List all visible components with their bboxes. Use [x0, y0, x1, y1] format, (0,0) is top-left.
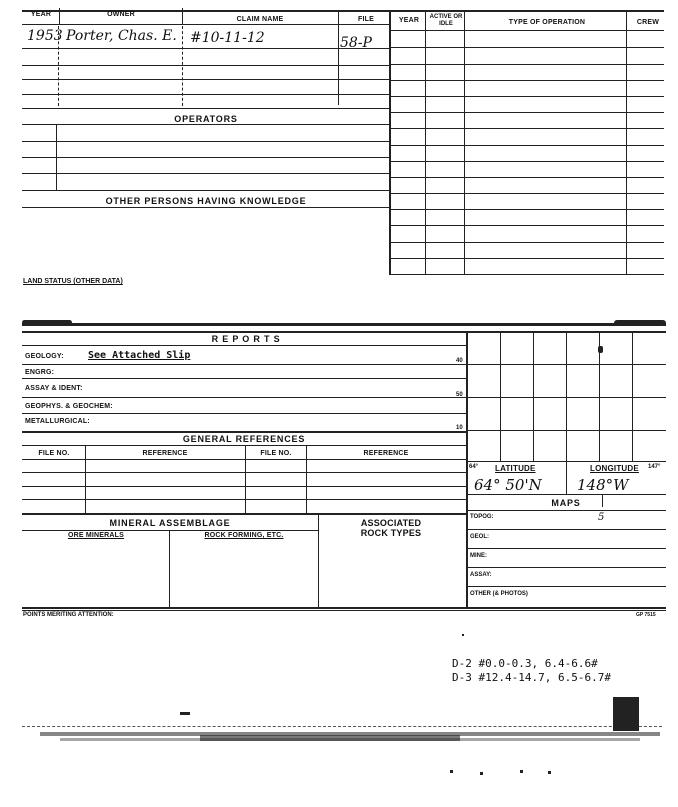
- metallurgical-label: METALLURGICAL:: [25, 418, 90, 425]
- header-crew: CREW: [636, 19, 660, 26]
- operators-title: OPERATORS: [174, 114, 238, 124]
- ref-header-file-no-1: FILE NO.: [38, 450, 70, 457]
- lat-corner: 64°: [469, 464, 479, 470]
- side-number-2: 50: [456, 392, 463, 398]
- other-persons-title: OTHER PERSONS HAVING KNOWLEDGE: [105, 196, 307, 206]
- engrg-label: ENGRG:: [25, 369, 55, 376]
- header-year: YEAR: [30, 11, 52, 18]
- ref-header-reference-1: REFERENCE: [142, 450, 188, 457]
- other-photos-label: OTHER (& PHOTOS): [470, 591, 528, 597]
- header-active-idle: ACTIVE OR IDLE: [429, 14, 463, 27]
- geol-label: GEOL:: [470, 534, 489, 540]
- lon-corner: 147°: [648, 464, 661, 470]
- note-line-1: D-2 #0.0-0.3, 6.4-6.6#: [452, 657, 598, 670]
- header-activity-year: YEAR: [398, 17, 420, 24]
- side-number-1: 40: [456, 358, 463, 364]
- mineral-assemblage-title: MINERAL ASSEMBLAGE: [109, 518, 231, 528]
- land-status-label: LAND STATUS (OTHER DATA): [23, 278, 123, 285]
- black-corner-block: [613, 697, 639, 731]
- longitude-value: 148°W: [577, 476, 629, 494]
- header-type-of-operation: TYPE OF OPERATION: [508, 19, 586, 26]
- claim-file: 58-P: [340, 35, 372, 51]
- claim-owner: Porter, Chas. E.: [66, 28, 177, 44]
- mine-label: MINE:: [470, 553, 487, 559]
- claim-name: #10-11-12: [190, 30, 265, 46]
- header-file: FILE: [358, 16, 374, 23]
- ore-minerals-header: ORE MINERALS: [67, 532, 125, 539]
- longitude-label: LONGITUDE: [590, 464, 639, 473]
- note-line-2: D-3 #12.4-14.7, 6.5-6.7#: [452, 671, 611, 684]
- claim-year: 1953: [27, 28, 63, 44]
- geology-value: See Attached Slip: [88, 350, 191, 361]
- header-claim-name: CLAIM NAME: [236, 16, 284, 23]
- header-owner: OWNER: [107, 11, 135, 18]
- assay-label: ASSAY & IDENT:: [25, 385, 83, 392]
- associated-rock-types: ASSOCIATED ROCK TYPES: [360, 518, 422, 538]
- ref-header-file-no-2: FILE NO.: [260, 450, 292, 457]
- geology-label: GEOLOGY:: [25, 353, 64, 360]
- general-references-title: GENERAL REFERENCES: [182, 434, 306, 444]
- points-meriting-attention-label: POINTS MERITING ATTENTION:: [23, 612, 114, 618]
- maps-title: MAPS: [551, 498, 581, 508]
- reports-title: R E P O R T S: [211, 334, 281, 344]
- map-assay-label: ASSAY:: [470, 572, 492, 578]
- ref-header-reference-2: REFERENCE: [363, 450, 409, 457]
- side-number-3: 10: [456, 425, 463, 431]
- geophys-label: GEOPHYS. & GEOCHEM:: [25, 403, 113, 410]
- ink-smudge-left: [22, 320, 72, 325]
- grid-ink-dot: [598, 346, 603, 353]
- topog-label: TOPOG:: [470, 514, 494, 520]
- form-code: GP 7515: [636, 612, 656, 618]
- rock-forming-header: ROCK FORMING, ETC.: [204, 532, 284, 539]
- topog-value: 5: [598, 512, 605, 523]
- latitude-value: 64° 50'N: [474, 476, 542, 494]
- latitude-label: LATITUDE: [495, 464, 536, 473]
- ink-smudge-right: [614, 320, 666, 326]
